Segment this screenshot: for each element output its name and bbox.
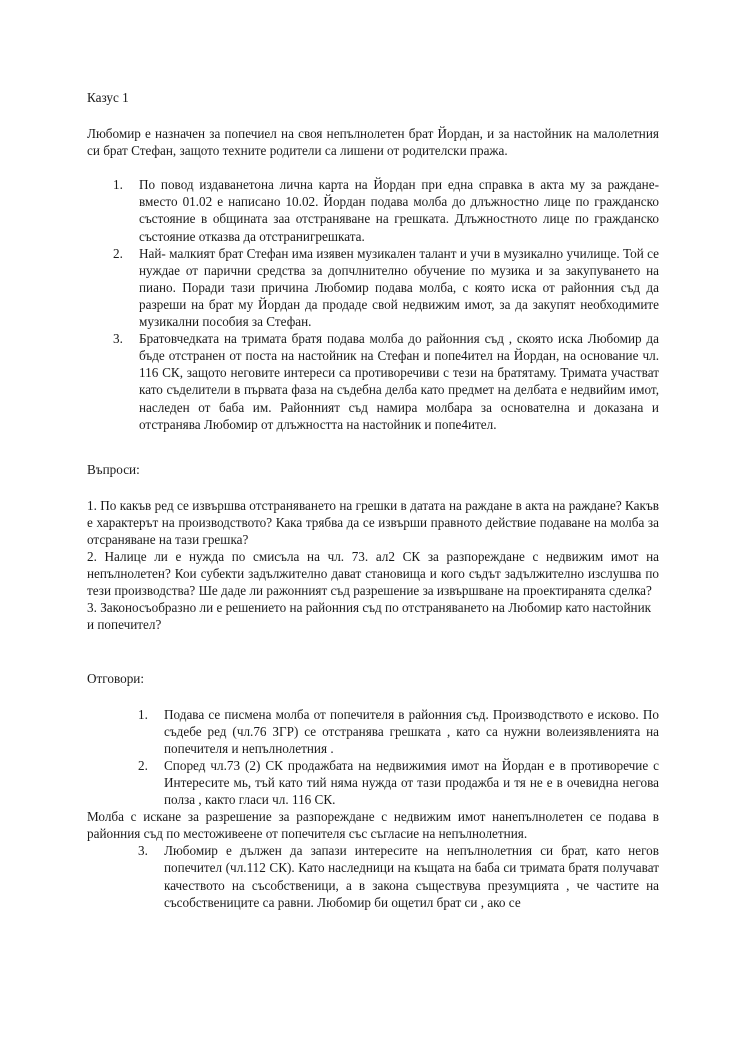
list-item xyxy=(138,757,659,808)
question-3: 3. Законосъобразно ли е решението на районния съд по отстраняването на Любомир като настойник и попечител? xyxy=(87,600,652,633)
spacer xyxy=(87,433,659,461)
list-item-text: Подава се писмена молба от попечителя в районния съд. Производството е исково. По съдебе ред (чл.76 ЗГР) се отстранява грешката , като са нужни волеизявленията на попечителя и непълнолетния . xyxy=(164,706,659,756)
list-marker: 1. xyxy=(113,177,123,193)
list-item xyxy=(138,842,659,910)
questions-heading: Въпроси: xyxy=(87,461,140,477)
answers-list xyxy=(138,706,659,809)
list-marker: 3. xyxy=(113,331,123,347)
list-item-text: По повод издаванетона лична карта на Йордан при една справка в акта му за раждане- вместо 01.02 е написано 10.02. Йордан подава молба до длъжностно лице по гражданско състояние в общината заа отстраняване на грешката. Длъжностното лице по гражданско състояние отказва да отстранигрешката. xyxy=(139,177,659,244)
list-item xyxy=(113,176,659,244)
list-marker: 1. xyxy=(138,706,148,722)
list-marker: 2. xyxy=(138,757,148,773)
list-item xyxy=(113,330,659,433)
list-item-text: Според чл.73 (2) СК продажбата на недвижимия имот на Йордан е в противоречие с Интересите мь, тъй като тий няма нужда от тази продажба и тя не е в очевидна негова полза , както гласи чл. 116 СК. xyxy=(164,757,659,808)
spacer xyxy=(87,478,659,497)
intro-paragraph: Любомир е назначен за попечиел на своя непълнолетен брат Йордан, и за настойник на малолетния си брат Стефан, защото техните родители са лишени от родителски пража. xyxy=(87,126,659,159)
list-item xyxy=(113,245,659,330)
list-item-text: Братовчедката на тримата братя подава молба до районния съд , скоято иска Любомир да бъде отстранен от поста на настойник на Стефан и попе4ител на Йордан, на основание чл. 116 СК, защото неговите интереси са противоречиви с тези на братятаму. Тримата участват като съделители в първата фаза на съдебна делба като предмет на делбата е недвийим имот, наследен от баба им. Районният съд намира молбара за основателна и доказана и отстранява Любомир от длъжността на настойник и попе4ител. xyxy=(139,331,659,432)
list-item-text: Най- малкият брат Стефан има изявен музикален талант и учи в музикално училище. Той се нуждае от парични средства за допчлнително обучение по музика и за закупуването на пиано. Поради тази причина Любомир подава молба, с която иска от районния съд да разреши на брат му Йордан да продаде свой недвижим имот, за да закупят необходимите музикални пособия за Стефан. xyxy=(139,245,659,330)
document-body xyxy=(87,89,659,911)
answers-list-continued xyxy=(138,842,659,910)
list-item xyxy=(138,706,659,757)
case-facts-list xyxy=(113,176,659,432)
answers-note-paragraph: Молба с искане за разрешение за разпореждане с недвижим имот нанепълнолетен се подава в районния съд по местоживеене от попечителя със съгласие на непълнолетния. xyxy=(87,809,659,842)
list-marker: 2. xyxy=(113,245,123,261)
answers-heading: Отговори: xyxy=(87,670,145,686)
question-1: 1. По какъв ред се извършва отстраняването на грешки в датата на раждане в акта на раждане? Какъв е характерът на производството? Кака трябва да се извърши правното действие подаване на молба за отсраняване на тази грешка? xyxy=(87,497,659,547)
document-title: Казус 1 xyxy=(87,90,129,105)
list-marker: 3. xyxy=(138,843,148,859)
spacer xyxy=(87,687,659,706)
spacer xyxy=(87,634,659,670)
spacer xyxy=(87,159,659,176)
question-2: 2. Налице ли е нужда по смисъла на чл. 73. ал2 СК за разпореждане с недвижим имот на непълнолетен? Кои субекти задължително дават становища и кого съдът задължително изслушва по тези производства? Ше даде ли ражонният съд разрешение за извършване на проектиранята сделка? xyxy=(87,549,659,599)
list-item-text: Любомир е дължен да запази интересите на непълнолетния си брат, като негов попечител (чл.112 СК). Като наследници на къщата на баба си тримата братя получават качеството на съсобственици, а в закона съществува презумцията , че частите на съсобствениците са равни. Любомир би ощетил брат си , ако се xyxy=(164,843,659,910)
spacer xyxy=(87,106,659,125)
